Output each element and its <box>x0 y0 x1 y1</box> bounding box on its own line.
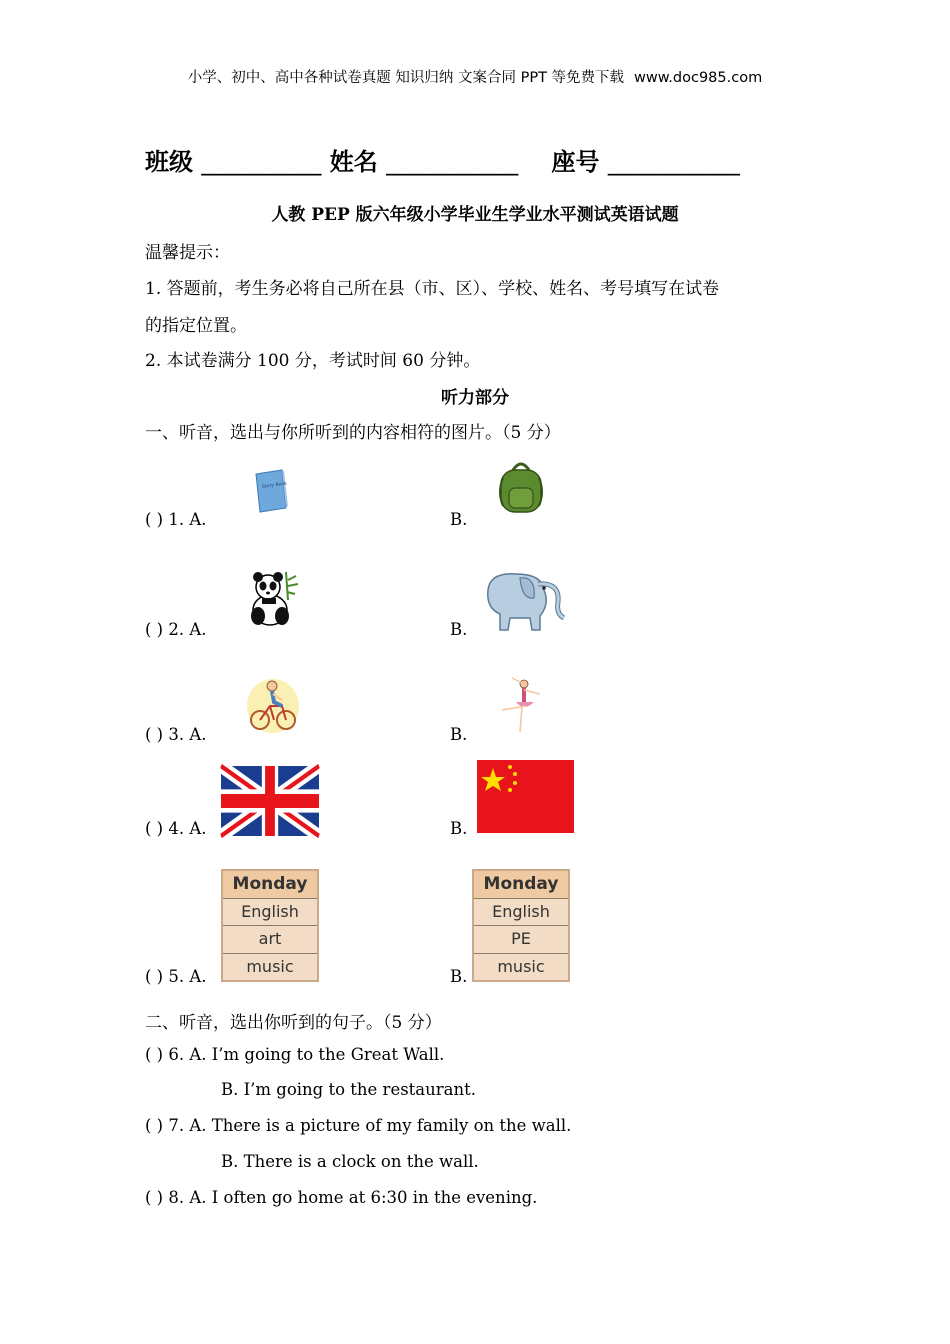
timetable-a-cell: art <box>223 926 317 954</box>
elephant-icon[interactable] <box>480 568 568 634</box>
class-blank[interactable]: __________ <box>201 148 322 176</box>
timetable-a-cell: music <box>246 956 294 976</box>
timetable-b-cell: PE <box>474 926 568 954</box>
q7-option-b: B. There is a clock on the wall. <box>221 1152 479 1171</box>
timetable-b[interactable] <box>472 869 570 982</box>
q8-option-a: ( ) 8. A. I often go home at 6:30 in the evening. <box>145 1188 538 1207</box>
header-url[interactable]: www.doc985.com <box>634 70 763 86</box>
q1-label: ( ) 1. A. <box>145 510 207 529</box>
book-icon[interactable] <box>254 470 288 514</box>
q6-option-a: ( ) 6. A. I’m going to the Great Wall. <box>145 1045 445 1064</box>
tips-line-1b: 的指定位置。 <box>145 316 247 336</box>
class-label: 班级 <box>145 148 193 176</box>
tips-heading: 温馨提示： <box>145 243 230 263</box>
backpack-icon[interactable] <box>495 460 547 516</box>
china-flag-icon[interactable] <box>477 760 574 833</box>
tips-line-2: 2. 本试卷满分 100 分，考试时间 60 分钟。 <box>145 351 481 371</box>
seat-label: 座号 <box>551 148 600 176</box>
tips-line-1a: 1. 答题前，考生务必将自己所在县（市、区）、学校、姓名、考号填写在试卷 <box>145 279 720 299</box>
q2-b-label: B. <box>450 620 468 639</box>
panda-icon[interactable] <box>248 570 300 628</box>
q4-b-label: B. <box>450 819 468 838</box>
book-cover-text: Story Book <box>261 481 288 490</box>
uk-flag-icon[interactable] <box>221 766 319 836</box>
timetable-a-day: Monday <box>223 871 317 899</box>
q4-label: ( ) 4. A. <box>145 819 207 838</box>
q5-b-label: B. <box>450 967 468 986</box>
timetable-a[interactable] <box>221 869 319 982</box>
ballet-dancer-icon[interactable] <box>498 676 544 738</box>
part1-instruction: 一、听音，选出与你所听到的内容相符的图片。（5 分） <box>145 423 561 443</box>
q2-label: ( ) 2. A. <box>145 620 207 639</box>
timetable-b-day: Monday <box>474 871 568 899</box>
q6-option-b: B. I’m going to the restaurant. <box>221 1080 476 1099</box>
q7-option-a: ( ) 7. A. There is a picture of my family on the wall. <box>145 1116 572 1135</box>
q3-b-label: B. <box>450 725 468 744</box>
q1-b-label: B. <box>450 510 468 529</box>
seat-blank[interactable]: ___________ <box>607 148 740 176</box>
timetable-a-cell: English <box>223 899 317 927</box>
page-title: 人教 PEP 版六年级小学毕业生学业水平测试英语试题 <box>271 205 679 225</box>
timetable-b-cell: English <box>474 899 568 927</box>
bike-rider-icon[interactable] <box>246 676 300 734</box>
q5-label: ( ) 5. A. <box>145 967 207 986</box>
section-listening: 听力部分 <box>441 388 509 408</box>
timetable-b-cell: music <box>497 956 545 976</box>
part2-instruction: 二、听音，选出你听到的句子。（5 分） <box>145 1013 442 1033</box>
name-blank[interactable]: ___________ <box>386 148 519 176</box>
q3-label: ( ) 3. A. <box>145 725 207 744</box>
name-label: 姓名 <box>329 148 378 176</box>
page-header <box>0 66 950 87</box>
student-info-fields <box>145 142 740 177</box>
header-text: 小学、初中、高中各种试卷真题 知识归纳 文案合同 PPT 等免费下载 <box>187 70 625 86</box>
